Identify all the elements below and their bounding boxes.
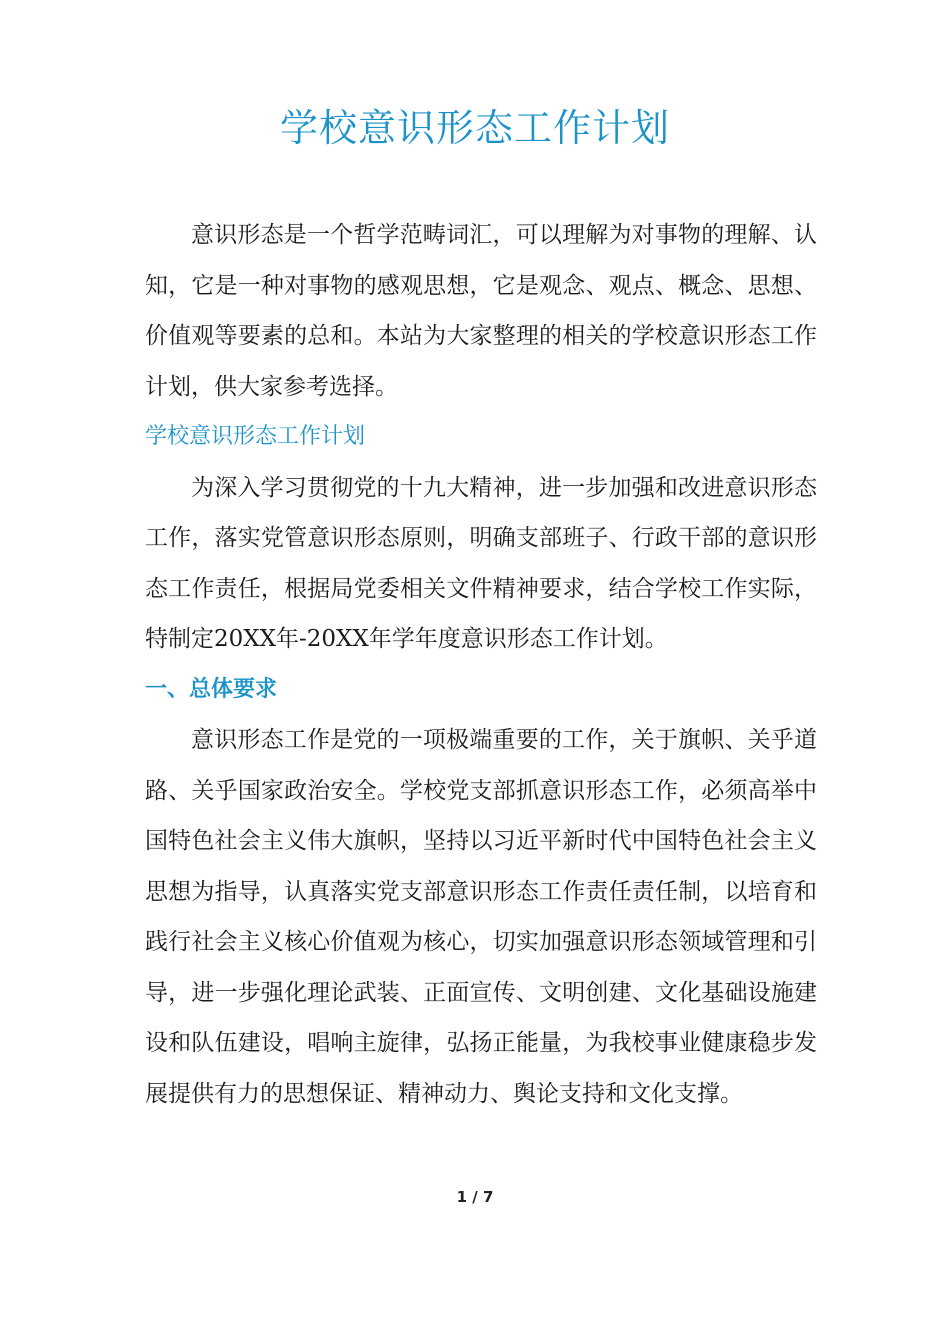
general-requirements-paragraph: 意识形态工作是党的一项极端重要的工作，关于旗帜、关乎道路、关乎国家政治安全。学校党支部抓意识形态工作，必须高举中国特色社会主义伟大旗帜，坚持以习近平新时代中国特色社会主义思想为指导，认真落实党支部意识形态工作责任责任制，以培育和践行社会主义核心价值观为核心，切实加强意识形态领域管理和引导，进一步强化理论武装、正面宣传、文明创建、文化基础设施建设和队伍建设，唱响主旋律，弘扬正能量，为我校事业健康稳步发展提供有力的思想保证、精神动力、舆论支持和文化支撑。 bbox=[145, 727, 817, 1107]
intro-paragraph: 意识形态是一个哲学范畴词汇，可以理解为对事物的理解、认知，它是一种对事物的感观思想，它是观念、观点、概念、思想、价值观等要素的总和。本站为大家整理的相关的学校意识形态工作计划，供大家参考选择。 bbox=[145, 222, 817, 400]
page-indicator: 1 / 7 bbox=[456, 1188, 494, 1206]
purpose-paragraph: 为深入学习贯彻党的十九大精神，进一步加强和改进意识形态工作，落实党管意识形态原则，明确支部班子、行政干部的意识形态工作责任，根据局党委相关文件精神要求，结合学校工作实际，特制定20XX年-20XX年学年度意识形态工作计划。 bbox=[145, 474, 817, 652]
section-heading-general-requirements: 一、总体要求 bbox=[145, 676, 278, 702]
subtitle-heading: 学校意识形态工作计划 bbox=[145, 424, 366, 449]
document-body bbox=[145, 210, 817, 1119]
document-title: 学校意识形态工作计划 bbox=[279, 106, 670, 150]
